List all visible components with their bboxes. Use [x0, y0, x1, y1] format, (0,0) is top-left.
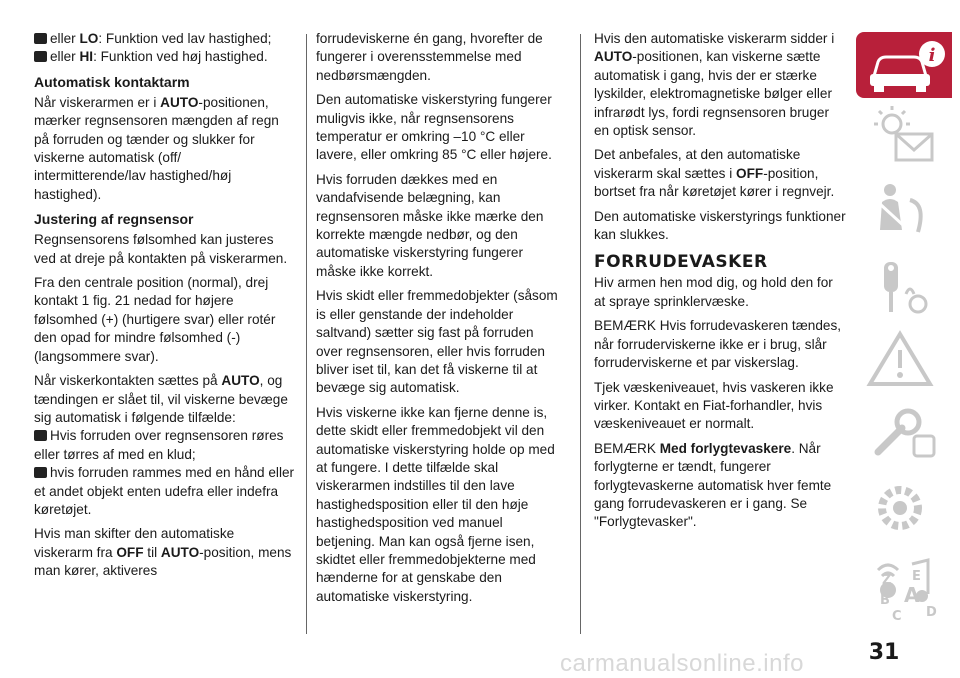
paragraph: Hvis forruden dækkes med en vandafvisende belægning, kan regnsensoren måske ikke mærke den korrekte mængde nedbør, og den automatiske viskerstyring fungerer måske ikke korrekt.: [316, 171, 544, 279]
warning-triangle-icon[interactable]: [856, 328, 952, 394]
column-middle: [316, 30, 562, 612]
lights-icon[interactable]: [856, 106, 952, 172]
auto-label: AUTO: [160, 544, 200, 560]
auto-label: AUTO: [160, 94, 199, 110]
car-info-icon[interactable]: [856, 32, 952, 98]
text: : Funktion ved lav hastighed;: [98, 31, 272, 46]
heading-washer: FORRUDEVASKER: [594, 252, 768, 273]
svg-text:E: E: [912, 569, 921, 584]
index-icon[interactable]: [856, 560, 952, 626]
lo-label: LO: [79, 31, 99, 46]
paragraph: [594, 146, 846, 201]
text: BEMÆRK: [594, 440, 660, 456]
paragraph: Hvis viskerne ikke kan fjerne denne is, dette skidt eller fremmedobjekt vil den automatiske viskerstyring holde op med at fungere. I dette tilfælde skal viskerarmen indstilles til den lave hastighedsposition eller til den høje hastighedsposition ved manuel betjening. Man kan også fjerne isen, skidtet eller fremmedobjekterne med hænderne for at genskabe den automatiske viskerstyring.: [316, 404, 555, 604]
paragraph-auto-cases: [34, 372, 296, 427]
column-right: [594, 30, 846, 538]
paragraph: forrudeviskerne én gang, hvorefter de fungerer i overensstemmelse med nedbørsmængden.: [316, 31, 543, 83]
wiper-hi-line: [34, 48, 296, 66]
paragraph-auto: [34, 94, 296, 204]
off-label: OFF: [116, 544, 144, 560]
svg-text:C: C: [892, 609, 902, 624]
wiper-hi-symbol-icon: [34, 51, 47, 62]
wiper-lo-line: [34, 30, 296, 48]
paragraph: Tjek væskeniveauet, hvis vaskeren ikke virker. Kontakt en Fiat-forhandler, hvis væskeniveauet er normalt.: [594, 379, 834, 432]
svg-text:A: A: [904, 583, 920, 607]
text: -positionen, mærker regnsensoren mængden af regn på forruden og tænder og slukker for viskerne automatisk (off/ intermitterende/lav hastighed/høj hastighed).: [34, 94, 279, 202]
text: -position, mens man kører, aktiveres: [34, 544, 292, 579]
page-number: 31: [868, 640, 900, 665]
text: , og tændingen er slået til, vil viskerne bevæge sig automatisk i følgende tilfælde:: [34, 373, 288, 425]
watermark: carmanualsonline.info: [560, 650, 804, 677]
paragraph-sensitivity: Fra den centrale position (normal), drej kontakt 1 fig. 21 nedad for højere følsomhed (+) (hurtigere svar) eller rotér den opad for mindre følsomhed (-) (langsommere svar).: [34, 275, 276, 364]
paragraph-switch: [34, 525, 296, 580]
auto-label: AUTO: [594, 49, 633, 65]
bullet-item: [34, 464, 296, 519]
hi-label: HI: [79, 49, 94, 65]
key-icon[interactable]: [856, 254, 952, 320]
column-divider: [580, 34, 581, 634]
paragraph: Hvis skidt eller fremmedobjekter (såsom is eller genstande der indeholder saltvand) sætter sig fast på forruden over regnsensoren, eller hvis forruden bliver iset til, kan det få viskerne til at bevæge sig automatisk.: [316, 288, 558, 396]
auto-label: AUTO: [221, 373, 260, 389]
gear-icon[interactable]: [856, 476, 952, 542]
text: Når viskerkontakten sættes på: [34, 373, 222, 389]
text: hvis forruden rammes med en hånd eller et andet objekt enten udefra eller indefra køretøjet.: [34, 465, 295, 517]
paragraph: [594, 30, 846, 140]
text: Hvis den automatiske viskerarm sidder i: [594, 31, 835, 46]
text: Det anbefales, at den automatiske viskerarm skal sættes i: [594, 147, 801, 181]
heading-rain-sensor: Justering af regnsensor: [34, 211, 194, 228]
svg-text:D: D: [926, 605, 937, 620]
text: eller: [50, 49, 80, 65]
text: Hvis man skifter den automatiske viskerarm fra: [34, 526, 235, 560]
bullet-item: [34, 427, 296, 464]
column-divider: [306, 34, 307, 634]
text: Når viskerarmen er i: [34, 94, 161, 110]
paragraph: [594, 440, 846, 532]
svg-text:B: B: [880, 593, 890, 608]
text: -position, bortset fra når køretøjet kører i regnvejr.: [594, 165, 835, 200]
wiper-lo-symbol-icon: [34, 33, 47, 44]
chapter-sidebar: [850, 32, 950, 622]
paragraph-adjust: Regnsensorens følsomhed kan justeres ved at dreje på kontakten på viskerarmen.: [34, 232, 288, 266]
bullet-icon: [34, 467, 47, 478]
column-left: [34, 30, 296, 587]
text: . Når forlygterne er tændt, fungerer forlygtevaskerne automatisk hver femte gang forrudevaskeren er i gang. Se "Forlygtevasker".: [594, 440, 832, 530]
svg-text:i: i: [928, 45, 936, 66]
paragraph: Den automatiske viskerstyrings funktioner kan slukkes.: [594, 208, 846, 243]
paragraph: Den automatiske viskerstyring fungerer muligvis ikke, når regnsensorens temperatur er omkring –10 °C eller lavere, eller omkring 85 °C eller højere.: [316, 92, 552, 163]
paragraph: Hiv armen hen mod dig, og hold den for at spraye sprinklervæske.: [594, 275, 833, 309]
bullet-icon: [34, 430, 47, 441]
wrench-icon[interactable]: [856, 402, 952, 468]
text: -positionen, kan viskerne sætte automatisk i gang, hvis der er stærke lyskilder, elektromagnetiske bølger eller infrarødt lys, fordi regnsensoren bruger en optisk sensor.: [594, 49, 832, 139]
svg-text:Z: Z: [882, 573, 892, 588]
text: til: [143, 544, 161, 560]
seatbelt-icon[interactable]: [856, 180, 952, 246]
text: : Funktion ved høj hastighed.: [93, 49, 268, 65]
headlamp-washer-label: Med forlygtevaskere: [659, 440, 792, 456]
off-label: OFF: [736, 165, 764, 181]
text: eller: [50, 31, 80, 46]
heading-automatic-arm: Automatisk kontaktarm: [34, 73, 190, 90]
paragraph: BEMÆRK Hvis forrudevaskeren tændes, når forruderviskerne ikke er i brug, slår forruderviskerne et par viskerslag.: [594, 318, 842, 371]
text: Hvis forruden over regnsensoren røres eller tørres af med en klud;: [34, 428, 284, 462]
